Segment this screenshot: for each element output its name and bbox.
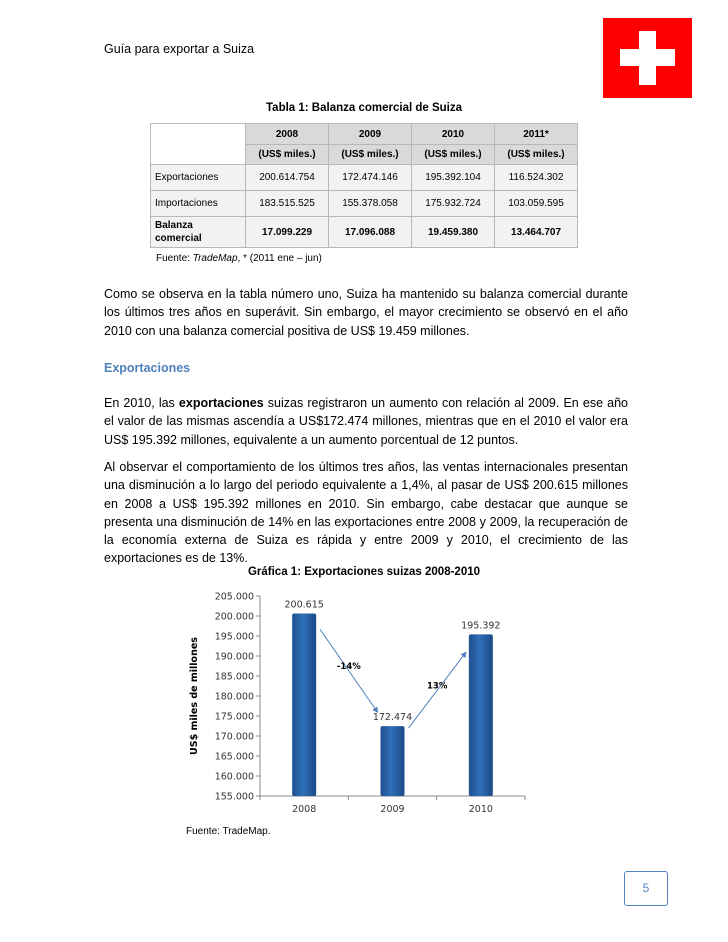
exports-bar-chart (180, 584, 530, 820)
table-header-years (151, 124, 578, 145)
year-header: 2008 (246, 124, 329, 145)
annotation-label: -14% (336, 661, 361, 672)
annotation-label: 13% (426, 681, 448, 692)
paragraph-text: En 2010, las (104, 396, 179, 410)
unit-header: (US$ miles.) (246, 145, 329, 165)
year-header: 2011* (495, 124, 578, 145)
y-tick-label: 205.000 (214, 591, 254, 603)
page-number: 5 (624, 871, 668, 906)
table-title: Tabla 1: Balanza comercial de Suiza (266, 102, 462, 114)
table-cell: 183.515.525 (246, 191, 329, 217)
table-cell: 172.474.146 (329, 165, 412, 191)
table-row (151, 217, 578, 248)
data-label: 172.474 (372, 712, 413, 724)
table-cell: 17.096.088 (329, 217, 412, 248)
table-corner (151, 124, 246, 145)
header-title: Guía para exportar a Suiza (104, 42, 255, 56)
paragraph-bold: exportaciones (178, 396, 264, 410)
x-tick-label: 2008 (292, 804, 317, 815)
unit-header: (US$ miles.) (329, 145, 412, 165)
y-tick-label: 180.000 (214, 691, 254, 703)
y-axis-label: US$ miles de millones (189, 637, 200, 755)
table-cell: 175.932.724 (412, 191, 495, 217)
section-heading: Exportaciones (104, 361, 191, 375)
table-row (151, 191, 578, 217)
paragraph: Al observar el comportamiento de los últimos tres años, las ventas internacionales presentan una disminución a lo largo del periodo equivalente a 1,4%, al pasar de US$ 200.615 millones en 2008 a US$ 195.392 millones en 2010. Sin embargo, cabe destacar que aunque se presenta una disminución de 14% en las exportaciones entre 2008 y 2009, la recuperación de la economía externa de Suiza es rápida y entre 2009 y 2010, el crecimiento de las exportaciones es de 13%. (104, 460, 628, 566)
y-tick-label: 190.000 (214, 651, 254, 663)
table-cell: 200.614.754 (246, 165, 329, 191)
table-cell: 17.099.229 (246, 217, 329, 248)
row-label: Importaciones (151, 191, 246, 217)
chart-source: Fuente: TradeMap. (186, 826, 271, 837)
y-tick-label: 175.000 (214, 711, 254, 723)
table-header-units (151, 145, 578, 165)
y-tick-label: 160.000 (214, 771, 254, 783)
table-cell: 195.392.104 (412, 165, 495, 191)
bar (292, 614, 316, 796)
paragraph: Como se observa en la tabla número uno, Suiza ha mantenido su balanza comercial durante los últimos tres años en superávit. Sin embargo, el mayor crecimiento se observó en el año 2010 con una balanza comercial positiva de US$ 19.459 millones. (104, 287, 628, 338)
y-tick-label: 200.000 (214, 611, 254, 623)
unit-header: (US$ miles.) (495, 145, 578, 165)
row-label: Balanza comercial (151, 217, 246, 248)
table-cell: 13.464.707 (495, 217, 578, 248)
y-tick-label: 170.000 (214, 731, 254, 743)
paragraph (104, 394, 628, 449)
data-label: 200.615 (284, 599, 324, 611)
table-cell: 116.524.302 (495, 165, 578, 191)
table-row (151, 165, 578, 191)
table-cell: 19.459.380 (412, 217, 495, 248)
y-tick-label: 165.000 (214, 751, 254, 763)
year-header: 2009 (329, 124, 412, 145)
source-prefix: Fuente: (156, 253, 193, 264)
row-label: Exportaciones (151, 165, 246, 191)
bar (469, 634, 493, 796)
year-header: 2010 (412, 124, 495, 145)
source-suffix: , * (2011 ene – jun) (237, 253, 322, 264)
table-cell: 103.059.595 (495, 191, 578, 217)
chart-title: Gráfica 1: Exportaciones suizas 2008-2010 (247, 566, 481, 578)
x-tick-label: 2009 (380, 804, 405, 815)
y-tick-label: 155.000 (214, 791, 254, 803)
unit-header: (US$ miles.) (412, 145, 495, 165)
y-tick-label: 185.000 (214, 671, 254, 683)
paragraph-text: suizas registraron un aumento con relación al 2009. En ese año el valor de las mismas ascendía a US$172.474 millones, mientras que en el 2010 el valor era US$ 195.392 millones, equivalente a un aumento porcentual de 12 puntos. (104, 396, 628, 447)
flag-cross-horizontal (620, 49, 675, 66)
table-cell: 155.378.058 (329, 191, 412, 217)
swiss-flag-icon (603, 18, 692, 98)
source-name: TradeMap (192, 253, 238, 264)
x-tick-label: 2010 (468, 804, 493, 815)
bar (381, 726, 405, 796)
data-label: 195.392 (461, 620, 501, 632)
table-source (156, 253, 322, 264)
trade-balance-table (150, 123, 578, 248)
y-tick-label: 195.000 (214, 631, 254, 643)
table-corner (151, 145, 246, 165)
